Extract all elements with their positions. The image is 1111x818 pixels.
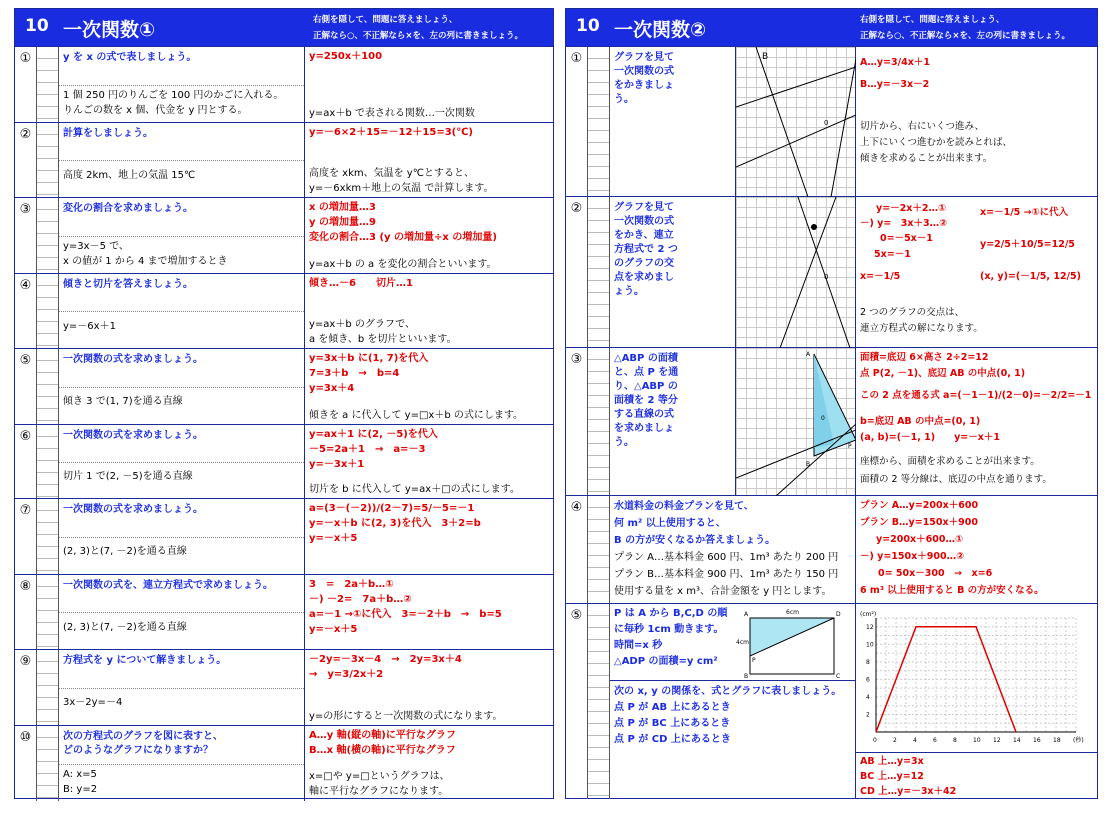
problem-context: A: x=5 (63, 768, 97, 780)
question-text: どのようなグラフになりますか？ (63, 745, 213, 756)
rectangle-figure (736, 606, 856, 678)
explanation-line: 切片から、右にいくつ進み、 (860, 121, 985, 132)
answer-cell (305, 198, 553, 273)
answer-line: y=ax＋1 に(2, －5)を代入 (309, 429, 438, 440)
answer-line: y=3x＋4 (309, 383, 355, 394)
question-cell (610, 197, 736, 347)
problem-row-1 (15, 47, 553, 123)
answer-line: －5=2a＋1 → a=－3 (309, 444, 426, 455)
problem-number: ⑤ (15, 349, 37, 424)
svg-text:P: P (752, 657, 756, 664)
problem-row-7 (15, 499, 553, 575)
answer-cell (305, 650, 553, 725)
answer-line: a=(3－(－2))/(2－7)=5/－5=－1 (309, 503, 475, 514)
answer-line: －) －2= 7a＋b…② (309, 594, 412, 605)
problem-context: 傾き 3 で(1, 7)を通る直線 (63, 396, 183, 407)
question-text: 一次関数の式を求めましょう。 (63, 430, 203, 441)
answer-line: y=－x＋5 (309, 624, 358, 635)
answer-cell (305, 349, 553, 424)
problem-row-6 (15, 425, 553, 499)
question-text: 次の方程式のグラフを図に表すと、 (63, 731, 223, 742)
x-tick-label: (秒) (1073, 737, 1084, 744)
svg-text:P: P (848, 443, 852, 450)
right-number: 10 (576, 16, 600, 36)
graph-figure (736, 197, 856, 347)
problem-row-8 (15, 575, 553, 650)
svg-text:0: 0 (824, 273, 829, 281)
svg-text:D: D (836, 611, 841, 618)
check-column[interactable] (37, 499, 59, 574)
x-tick-label: 2 (893, 737, 897, 744)
question-cell: 水道料金の料金プランを見て、 何 m² 以上使用すると、 B の方が安くなるか答えましょう。 プラン A…基本料金 600 円、1m³ あたり 200 円 プラン B…基本料金 900 円、1m³ あたり 150 円 使用する量を x m³、合計金額を y 円とします。 (610, 496, 856, 603)
question-text: 変化の割合を求めましょう。 (63, 203, 193, 214)
left-header (15, 9, 553, 47)
explanation-line: 傾きを a に代入して y=□x＋b の式にします。 (309, 410, 524, 421)
problem-row-5 (15, 349, 553, 425)
question-cell (59, 47, 305, 122)
problem-number: ④ (15, 274, 37, 348)
problem-row-3 (566, 348, 1097, 496)
question-text: 一次関数の式を求めましょう。 (63, 504, 203, 515)
answer-line: 変化の割合…3 (y の増加量÷x の増加量) (309, 232, 497, 243)
answer-cell (305, 47, 553, 122)
problem-context: 3x－2y=－4 (63, 697, 123, 708)
question-text: 一次関数の式を、連立方程式で求めましょう。 (63, 580, 273, 591)
problem-number: ① (566, 47, 588, 196)
question-cell (59, 726, 305, 801)
check-column[interactable] (588, 47, 610, 196)
y-tick-label: 2 (866, 711, 870, 719)
y-tick-label: 6 (866, 676, 870, 684)
question-text: グラフを見て 一次関数の式 をかきましょ う。 (614, 52, 674, 105)
check-column[interactable] (588, 496, 610, 603)
problem-row-10 (15, 726, 553, 801)
explanation-line: 上下にいくつ進むかを読みとれば、 (860, 137, 1013, 148)
problem-row-9 (15, 650, 553, 726)
answer-cell (305, 123, 553, 197)
graph-figure (736, 47, 856, 196)
explanation-line: 高度を xkm、気温を y℃とすると、 (309, 168, 474, 179)
svg-text:0: 0 (821, 415, 825, 422)
check-column[interactable] (37, 425, 59, 498)
left-worksheet (14, 8, 554, 799)
problem-row-2 (15, 123, 553, 198)
answer-line: B…x 軸(横の軸)に平行なグラフ (309, 745, 456, 756)
check-column[interactable] (37, 274, 59, 348)
problem-number: ③ (15, 198, 37, 273)
answer-line: y=－x＋5 (309, 533, 358, 544)
answer-line: 7=3＋b → b=4 (309, 368, 400, 379)
question-cell (59, 198, 305, 273)
check-column[interactable] (588, 604, 610, 799)
explanation-line: 軸に平行なグラフになります。 (309, 786, 449, 797)
explanation-line: x=□や y=□というグラフは、 (309, 771, 450, 782)
answer-cell (305, 425, 553, 498)
left-instructions: 右側を隠して、問題に答えましょう、 正解なら○、不正解なら×を、左の列に書きましょう。 (313, 15, 524, 41)
problem-row-3 (15, 198, 553, 274)
question-text: 方程式を y について解きましょう。 (63, 655, 227, 666)
answer-line: x の増加量…3 (309, 202, 376, 213)
question-text: 一次関数の式を求めましょう。 (63, 354, 203, 365)
svg-text:B: B (806, 461, 811, 468)
problem-context: y=－6x＋1 (63, 320, 116, 332)
problem-number: ⑥ (15, 425, 37, 498)
answer-cell: 0 2 4 6 8 10 12 14 16 18 (秒) 2 4 6 8 10 12 (cm²) AB 上…y=3x BC 上…y=12 CD 上…y=－3x＋42 (856, 604, 1097, 799)
x-tick-label: 10 (973, 737, 981, 744)
question-text: y を x の式で表しましょう。 (63, 52, 197, 63)
right-header (566, 9, 1097, 47)
problem-context: 高度 2km、地上の気温 15℃ (63, 169, 196, 181)
problem-context: B: y=2 (63, 783, 98, 795)
explanation-line: a を傾き、b を切片といいます。 (309, 334, 457, 345)
y-tick-label: 10 (866, 641, 874, 649)
check-column[interactable] (37, 349, 59, 424)
x-tick-label: 18 (1053, 737, 1061, 744)
question-cell: P は A から B,C,D の順 に毎秒 1cm 動きます。 時間=x 秒 △ADP の面積=y cm² 6cm 4cm A B C D P 次の x, y の関係を、式とグラフに表しましょう。 点 P が AB 上にあるとき 点 P が BC 上にあるとき 点 P が CD 上にあるとき (610, 604, 856, 799)
problem-number: ⑨ (15, 650, 37, 725)
question-cell (610, 47, 736, 196)
x-tick-label: 0 (873, 737, 877, 744)
right-title: 一次関数② (614, 19, 707, 41)
answer-cell (305, 499, 553, 574)
answer-cell (305, 575, 553, 649)
answer-line: A…y 軸(縦の軸)に平行なグラフ (309, 730, 456, 741)
problem-row-4 (566, 496, 1097, 604)
intersection-point (811, 224, 817, 230)
question-cell (59, 425, 305, 498)
right-instructions: 右側を隠して、問題に答えましょう、 正解なら○、不正解なら×を、左の列に書きましょう。 (860, 15, 1071, 41)
problem-number: ④ (566, 496, 588, 603)
y-tick-label: 8 (866, 658, 870, 666)
question-cell (59, 499, 305, 574)
svg-text:A: A (744, 611, 749, 618)
answer-line: B…y=－3x－2 (860, 79, 930, 90)
svg-text:B: B (744, 673, 749, 678)
check-column[interactable] (588, 197, 610, 347)
left-title: 一次関数① (63, 19, 156, 41)
problem-row-5 (566, 604, 1097, 799)
answer-line: 傾き…－6 切片…1 (309, 278, 413, 289)
answer-cell: 面積=底辺 6×高さ 2÷2=12 点 P(2, －1)、底辺 AB の中点(0, 1) この 2 点を通る式 a=(－1－1)/(2－0)=－2/2=－1 b=底辺 AB の中点=(0, 1) (a, b)=(－1, 1) y=－x＋1 座標から、面積を求めることが出来ます。 面積の 2 等分線は、底辺の中点を通ります。 (860, 352, 1092, 485)
problem-context: (2, 3)と(7, －2)を通る直線 (63, 546, 187, 557)
left-number: 10 (25, 16, 49, 36)
problem-context: 切片 1 で(2, －5)を通る直線 (63, 471, 193, 482)
triangle-figure (736, 348, 856, 495)
answer-line: y=3x＋b に(1, 7)を代入 (309, 353, 429, 364)
question-text: 傾きと切片を答えましょう。 (63, 279, 193, 290)
graph-label: 0 (824, 119, 829, 127)
svg-text:A: A (806, 351, 811, 358)
problem-row-4 (15, 274, 553, 349)
check-column[interactable] (37, 650, 59, 725)
problem-number: ⑦ (15, 499, 37, 574)
problem-context: 1 個 250 円のりんごを 100 円のかごに入れる。 (63, 90, 284, 101)
svg-text:6cm: 6cm (786, 609, 799, 616)
answer-cell: y=－2x＋2…① －) y= 3x＋3…② 0=－5x－1 5x=－1 x=－1/5 x=－1/5 →①に代入 y=2/5＋10/5=12/5 (x, y)=(－1/5, 12/5) 2 つのグラフの交点は、 連立方程式の解になります。 (860, 203, 1081, 334)
right-worksheet (565, 8, 1098, 799)
answer-line: y=－6×2＋15=－12＋15=3(℃) (309, 127, 473, 138)
svg-text:4cm: 4cm (736, 639, 749, 646)
y-axis-label: (cm²) (860, 611, 877, 618)
question-cell (59, 123, 305, 197)
problem-number: ⑩ (15, 726, 37, 801)
x-tick-label: 8 (953, 737, 957, 744)
answer-cell: プラン A…y=200x＋600 プラン B…y=150x＋900 y=200x＋600…① －) y=150x＋900…② 0= 50x－300 → x=6 6 m³ 以上使用すると B の方が安くなる。 (860, 500, 1044, 596)
question-cell (59, 274, 305, 348)
problem-context: x の値が 1 から 4 まで増加するとき (63, 256, 228, 267)
problem-number: ⑤ (566, 604, 588, 799)
explanation-line: y=－6xkm＋地上の気温 で計算します。 (309, 183, 494, 194)
check-column[interactable] (37, 198, 59, 273)
problem-number: ③ (566, 348, 588, 495)
graph-label: B (762, 52, 769, 62)
problem-number: ① (15, 47, 37, 122)
x-tick-label: 4 (913, 737, 917, 744)
question-text: グラフを見て 一次関数の式 をかき、連立 方程式で 2 つ のグラフの交 点を求めまし ょう。 (614, 202, 678, 297)
answer-line: －2y=－3x－4 → 2y=3x＋4 (309, 654, 462, 665)
explanation-line: y=ax＋b の a を変化の割合といいます。 (309, 259, 497, 270)
question-cell (610, 348, 736, 495)
graph-line (831, 59, 856, 197)
y-tick-label: 4 (866, 693, 870, 701)
x-tick-label: 6 (933, 737, 937, 744)
question-text: 計算をしましょう。 (63, 128, 153, 139)
explanation-line: y=ax＋b のグラフで、 (309, 319, 415, 330)
graph-line (736, 67, 856, 107)
answer-line: A…y=3/4x＋1 (860, 57, 930, 68)
check-column[interactable] (37, 123, 59, 197)
check-column[interactable] (37, 47, 59, 122)
explanation-line: 傾きを求めることが出来ます。 (860, 153, 993, 164)
problem-context: (2, 3)と(7, －2)を通る直線 (63, 621, 187, 633)
check-column[interactable] (37, 726, 59, 801)
question-cell (59, 650, 305, 725)
svg-text:C: C (836, 673, 841, 678)
answer-cell (305, 274, 553, 348)
answer-cell (856, 47, 1097, 196)
explanation-line: 切片を b に代入して y=ax＋□の式にします。 (309, 484, 520, 495)
graph-line (756, 47, 808, 197)
check-column[interactable] (37, 575, 59, 649)
problem-number: ② (15, 123, 37, 197)
question-cell (59, 575, 305, 649)
x-tick-label: 12 (993, 737, 1001, 744)
answer-line: y=250x＋100 (309, 51, 383, 62)
answer-line: y=－x＋b に(2, 3)を代入 3＋2=b (309, 518, 481, 529)
answer-cell (305, 726, 553, 801)
answer-line: 3 = 2a＋b…① (309, 579, 394, 590)
answer-line: y の増加量…9 (309, 217, 376, 228)
x-tick-label: 14 (1013, 737, 1021, 744)
x-tick-label: 16 (1033, 737, 1041, 744)
check-column[interactable] (588, 348, 610, 495)
area-time-graph (856, 604, 1096, 752)
problem-context: りんごの数を x 個、代金を y 円とする。 (63, 105, 248, 116)
problem-number: ⑧ (15, 575, 37, 649)
answer-line: a=－1 →①に代入 3=－2＋b → b=5 (309, 609, 502, 620)
problem-row-2 (566, 197, 1097, 348)
answer-line: y=－3x＋1 (309, 459, 365, 470)
problem-row-1 (566, 47, 1097, 197)
y-tick-label: 12 (866, 623, 874, 631)
answer-line: → y=3/2x＋2 (309, 669, 384, 680)
question-cell (59, 349, 305, 424)
question-text: △ABP の面積 と、点 P を通 り、△ABP の 面積を 2 等分 する直線の式 を求めましょ う。 (614, 353, 679, 448)
explanation-line: y=ax＋b で表される関数…一次関数 (309, 108, 475, 119)
problem-context: y=3x－5 で、 (63, 241, 129, 252)
problem-number: ② (566, 197, 588, 347)
explanation-line: y=の形にすると一次関数の式になります。 (309, 711, 503, 722)
